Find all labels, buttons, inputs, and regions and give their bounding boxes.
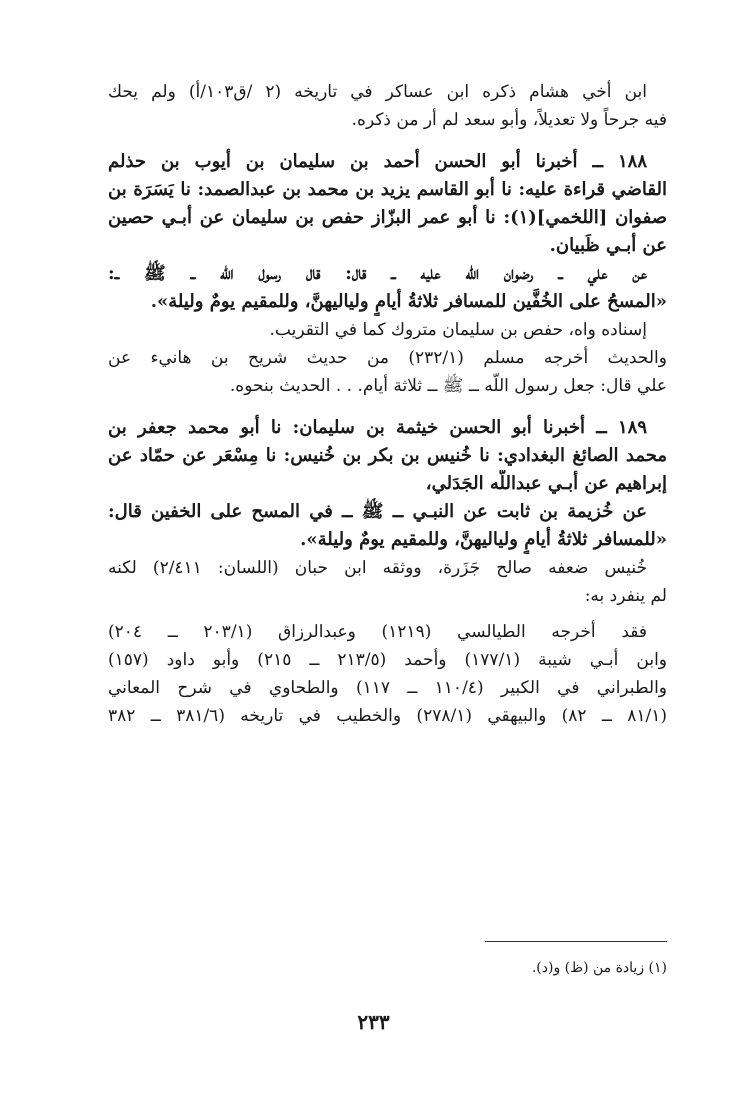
text-line: القاضي قراءة عليه: نا أبو القاسم يزيد بن محمد بن عبدالصمد: نا يَسَرَة بن (108, 179, 667, 200)
hadith-189-heading: ١٨٩ ــ أخبرنا أبو الحسن خيثمة بن سليمان: نا أبو محمد جعفر بن (108, 417, 647, 438)
footnote-divider (485, 941, 667, 942)
text-line: فيه جرحاً ولا تعديلاً، وأبو سعد لم أر من ذكره. (351, 110, 667, 130)
hadith-188-heading: ١٨٨ ــ أخبرنا أبو الحسن أحمد بن سليمان بن أيوب بن حذلم (108, 151, 647, 172)
text-line: لم ينفرد به: (584, 586, 667, 606)
hadith-matn: «للمسافر ثلاثةُ أيامٍ ولياليهنَّ، وللمقيم يومٌ وليلة». (300, 529, 667, 550)
text-line: علي قال: جعل رسول اللّه ــ ﷺ ــ ثلاثة أيام. . . الحديث بنحوه. (229, 376, 667, 396)
text-line: وابن أبـي شيبة (١٧٧/١) وأحمد (٢١٣/٥ ــ ٢١٥) وأبو داود (١٥٧) (108, 650, 667, 670)
text-line: والحديث أخرجه مسلم (٢٣٢/١) من حديث شريح بن هانيء عن (108, 348, 667, 368)
hadith-matn: «المسحُ على الخُفَّين للمسافر ثلاثةُ أيامٍ ولياليهنَّ، وللمقيم يومٌ وليلة». (150, 291, 667, 312)
footnote: (١) زيادة من (ظ) و(د). (531, 960, 667, 976)
main-text (108, 78, 667, 730)
text-line: عن علي ــ رضوان اللّه عليه ــ قال: قال رسول اللّه ــ ﷺ ــ: (108, 263, 647, 284)
page-number: ٢٣٣ (357, 1010, 390, 1034)
text-line: (٨١/١ ــ ٨٢) والبيهقي (٢٧٨/١) والخطيب في تاريخه (٣٨١/٦ ــ ٣٨٢ (108, 706, 667, 726)
text-line: إسناده واه، حفص بن سليمان متروك كما في التقريب. (269, 320, 647, 340)
text-line: والطبراني في الكبير (١١٠/٤ ــ ١١٧) والطحاوي في شرح المعاني (108, 678, 667, 698)
text-line: فقد أخرجه الطيالسي (١٢١٩) وعبدالرزاق (٢٠٣/١ ــ ٢٠٤) (108, 622, 647, 642)
text-line: عن خُزيمة بن ثابت عن النبـي ــ ﷺ ــ في المسح على الخفين قال: (108, 501, 647, 522)
text-line: محمد الصائغ البغدادي: نا خُنيس بن بكر بن خُنيس: نا مِسْعَر عن حمّاد عن (108, 445, 667, 466)
text-line: عن أبـي ظَبيان. (549, 235, 667, 256)
text-line: ابن أخي هشام ذكره ابن عساكر في تاريخه (٢ /ق١٠٣/أ) ولم يحك (108, 82, 647, 102)
text-line: صفوان [اللخمي](١): نا أبو عمر البزّاز حفص بن سليمان عن أبـي حصين (108, 207, 667, 228)
text-line: إبراهيم عن أبـي عبداللّه الجَدَلي، (425, 473, 667, 494)
text-line: خُنيس ضعفه صالح جَزَرة، ووثقه ابن حبان (اللسان: ٢/٤١١) لكنه (108, 558, 647, 578)
